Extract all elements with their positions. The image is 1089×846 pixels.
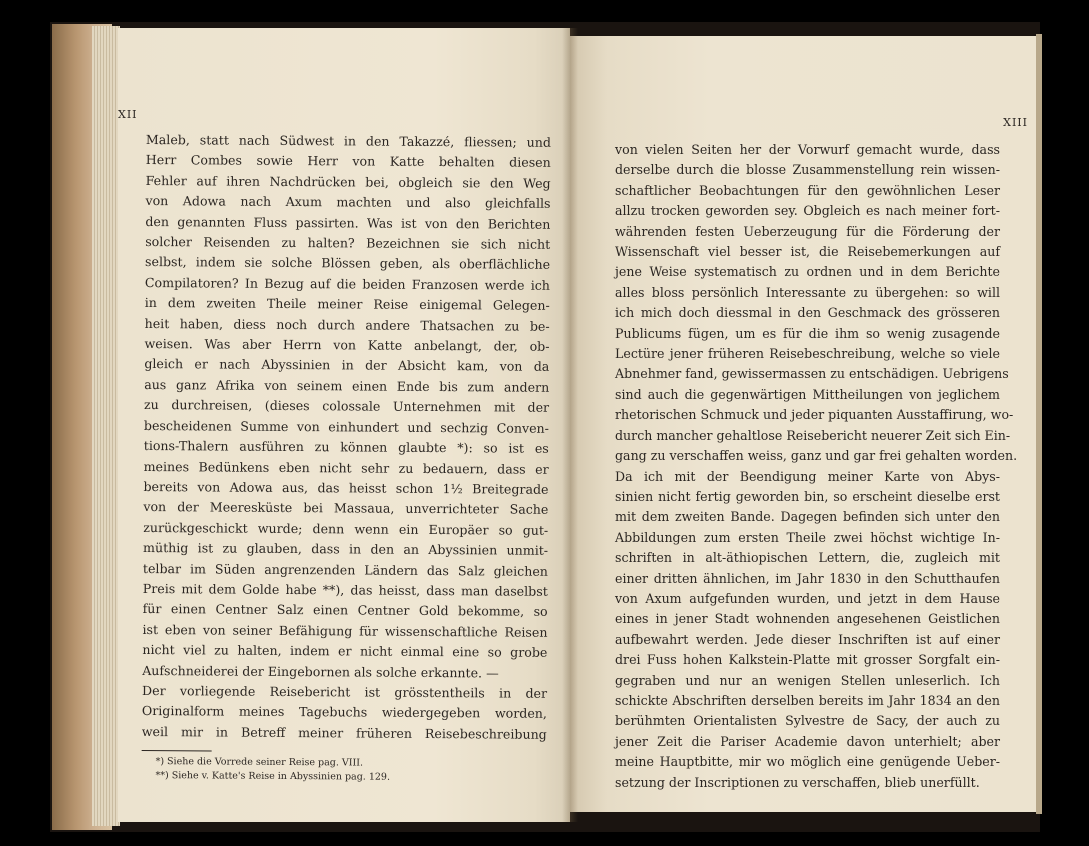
text-line: Compilatoren? In Bezug auf die beiden Franzosen werde ich — [144, 274, 550, 293]
text-line: für einen Centner Salz einen Centner Gold bekomme, so — [142, 601, 548, 620]
text-line: Fehler auf ihren Nachdrücken bei, obgleich sie den Weg — [145, 172, 551, 191]
text-line: schaftlicher Beobachtungen für den gewöhnlichen Leser — [615, 182, 1000, 198]
text-line: durch mancher gehaltlose Reisebericht neuerer Zeit sich Ein- — [615, 427, 1011, 443]
text-line: eines in jener Stadt wohnenden angesehenen Geistlichen — [615, 611, 1000, 627]
text-line: jene Weise systematisch zu ordnen und in dem Berichte — [615, 264, 1000, 280]
text-line: aufbewahrt werden. Jede dieser Inschriften ist auf einer — [615, 631, 1000, 647]
text-line: zurückgeschickt wurde; denn wenn ein Europäer so gut- — [143, 519, 549, 538]
text-line: derselbe durch die blosse Zusammenstellung rein wissen- — [615, 162, 1000, 178]
text-line: Aufschneiderei der Eingebornen als solche erkannte. — — [142, 662, 499, 681]
text-line: gegraben und nur an wenigen Stellen unleserlich. Ich — [615, 672, 1000, 688]
text-line: Abnehmer fand, gewissermassen zu entschädigen. Uebrigens — [615, 366, 1009, 382]
text-line: weil mir in Betreff meiner früheren Reisebeschreibung — [141, 723, 547, 742]
text-line: ich mich doch diessmal in den Geschmack des grösseren — [615, 305, 1000, 321]
text-line: schickte Abschriften derselben bereits im Jahr 1834 an den — [615, 692, 1000, 708]
text-line: rhetorischen Schmuck und jeder piquanten Ausstaffirung, wo- — [615, 407, 1014, 423]
right-page-number: XIII — [1003, 116, 1028, 129]
footnote: *) Siehe die Vorrede seiner Reise pag. VIII. — [155, 756, 364, 769]
right-page-body — [615, 140, 1018, 793]
book-gutter — [562, 28, 578, 822]
footnote-rule — [142, 750, 212, 751]
text-line: schriften in alt-äthiopischen Lettern, die, zugleich mit — [615, 550, 1000, 566]
text-line: von der Meeresküste bei Massaua, unverrichteter Sache — [143, 499, 549, 518]
text-line: von vielen Seiten her der Vorwurf gemacht wurde, dass — [615, 142, 1000, 157]
footnote: **) Siehe v. Katte's Reise in Abyssinien pag. 129. — [155, 770, 391, 783]
text-line: alles bloss persönlich Interessante zu übergehen: so will — [615, 284, 1000, 300]
text-line: gleich er nach Abyssinien in der Absicht kam, von da — [144, 356, 550, 375]
text-line: heit haben, diess noch durch andere Thatsachen zu be- — [144, 315, 550, 334]
text-line: von Axum aufgefunden wurden, und jetzt in dem Hause — [615, 590, 1000, 606]
text-line: drei Fuss hohen Kalkstein-Platte mit grosser Sorgfalt ein- — [615, 652, 1000, 668]
text-line: Herr Combes sowie Herr von Katte behalten diesen — [145, 152, 551, 171]
text-line: Originalform meines Tagebuchs wiedergegeben worden, — [141, 703, 547, 722]
text-line: setzung der Inscriptionen zu verschaffen, blieb unerfüllt. — [615, 774, 980, 790]
left-page-number: XII — [118, 108, 138, 121]
page-edges — [92, 26, 120, 826]
text-line: selbst, indem sie solche Blössen geben, als oberflächliche — [145, 254, 551, 273]
text-line: Da ich mit der Beendigung meiner Karte von Abys- — [615, 468, 1000, 484]
text-line: sind auch die gegenwärtigen Mittheilungen von jeglichem — [615, 386, 1000, 402]
text-line: gang zu verschaffen weiss, ganz und gar frei gehalten worden. — [615, 448, 1018, 464]
text-line: Wissenschaft viel besser ist, die Reisebemerkungen auf — [615, 244, 1000, 260]
text-line: solcher Reisenden zu halten? Bezeichnen sie sich nicht — [145, 234, 551, 252]
left-page-body — [141, 130, 551, 786]
text-line: berühmten Orientalisten Sylvestre de Sacy, der auch zu — [615, 713, 1000, 729]
text-line: meine Hauptbitte, mir wo möglich eine genügende Ueber- — [615, 754, 1000, 770]
text-line: allzu trocken geworden sey. Obgleich es nach meiner fort- — [615, 203, 1000, 219]
text-line: aus ganz Afrika von seinem einen Ende bis zum andern — [144, 376, 550, 395]
text-line: bereits von Adowa aus, das heisst schon 1½ Breitegrade — [143, 478, 549, 497]
text-line: Der vorliegende Reisebericht ist grösstentheils in der — [142, 682, 548, 701]
right-page-edge — [1036, 34, 1042, 814]
text-line: währenden festen Ueberzeugung für die Förderung der — [615, 223, 1000, 239]
text-line: den genannten Fluss passirten. Was ist von den Berichten — [145, 213, 551, 232]
text-line: tions-Thalern ausführen zu können glaubte *): so ist es — [143, 438, 549, 456]
text-line: Maleb, statt nach Südwest in den Takazzé, fliessen; und — [145, 131, 551, 150]
text-line: Publicums fügen, um es für die ihm so wenig zusagende — [615, 325, 1000, 341]
text-line: zu durchreisen, (dieses colossale Unternehmen mit der — [144, 397, 550, 416]
text-line: nicht viel zu halten, indem er nicht einmal eine so grobe — [142, 642, 548, 660]
text-line: weisen. Was aber Herrn von Katte anbelangt, der, ob- — [144, 336, 550, 354]
text-line: ist eben von seiner Befähigung für wissenschaftliche Reisen — [142, 621, 548, 640]
text-line: mit dem zweiten Bande. Dagegen befinden sich unter den — [615, 509, 1000, 525]
text-line: einer dritten ähnlichen, im Jahr 1830 in den Schutthaufen — [615, 570, 1000, 586]
text-line: Abbildungen zum ersten Theile zwei höchst wichtige In- — [615, 529, 1000, 545]
text-line: Lectüre jener früheren Reisebeschreibung, welche so viele — [615, 346, 1000, 362]
text-line: von Adowa nach Axum machten und also gleichfalls — [145, 193, 551, 212]
text-line: bescheidenen Summe von einhundert und sechzig Conven- — [143, 417, 549, 436]
text-line: meines Bedünkens eben nicht sehr zu bedauern, dass er — [143, 458, 549, 477]
text-line: müthig ist zu glauben, dass in den an Abyssinien unmit- — [143, 540, 549, 558]
text-line: Preis mit dem Golde habe **), das heisst, dass man daselbst — [142, 580, 548, 599]
text-line: telbar im Süden angrenzenden Ländern das Salz gleichen — [142, 560, 548, 579]
right-page — [570, 36, 1038, 812]
left-page — [118, 28, 570, 822]
text-line: sinien nicht fertig geworden bin, so erscheint dieselbe erst — [615, 488, 1000, 504]
text-line: in dem zweiten Theile meiner Reise einigemal Gelegen- — [144, 295, 550, 314]
text-line: jener Zeit die Pariser Academie davon unterhielt; aber — [615, 733, 1000, 749]
